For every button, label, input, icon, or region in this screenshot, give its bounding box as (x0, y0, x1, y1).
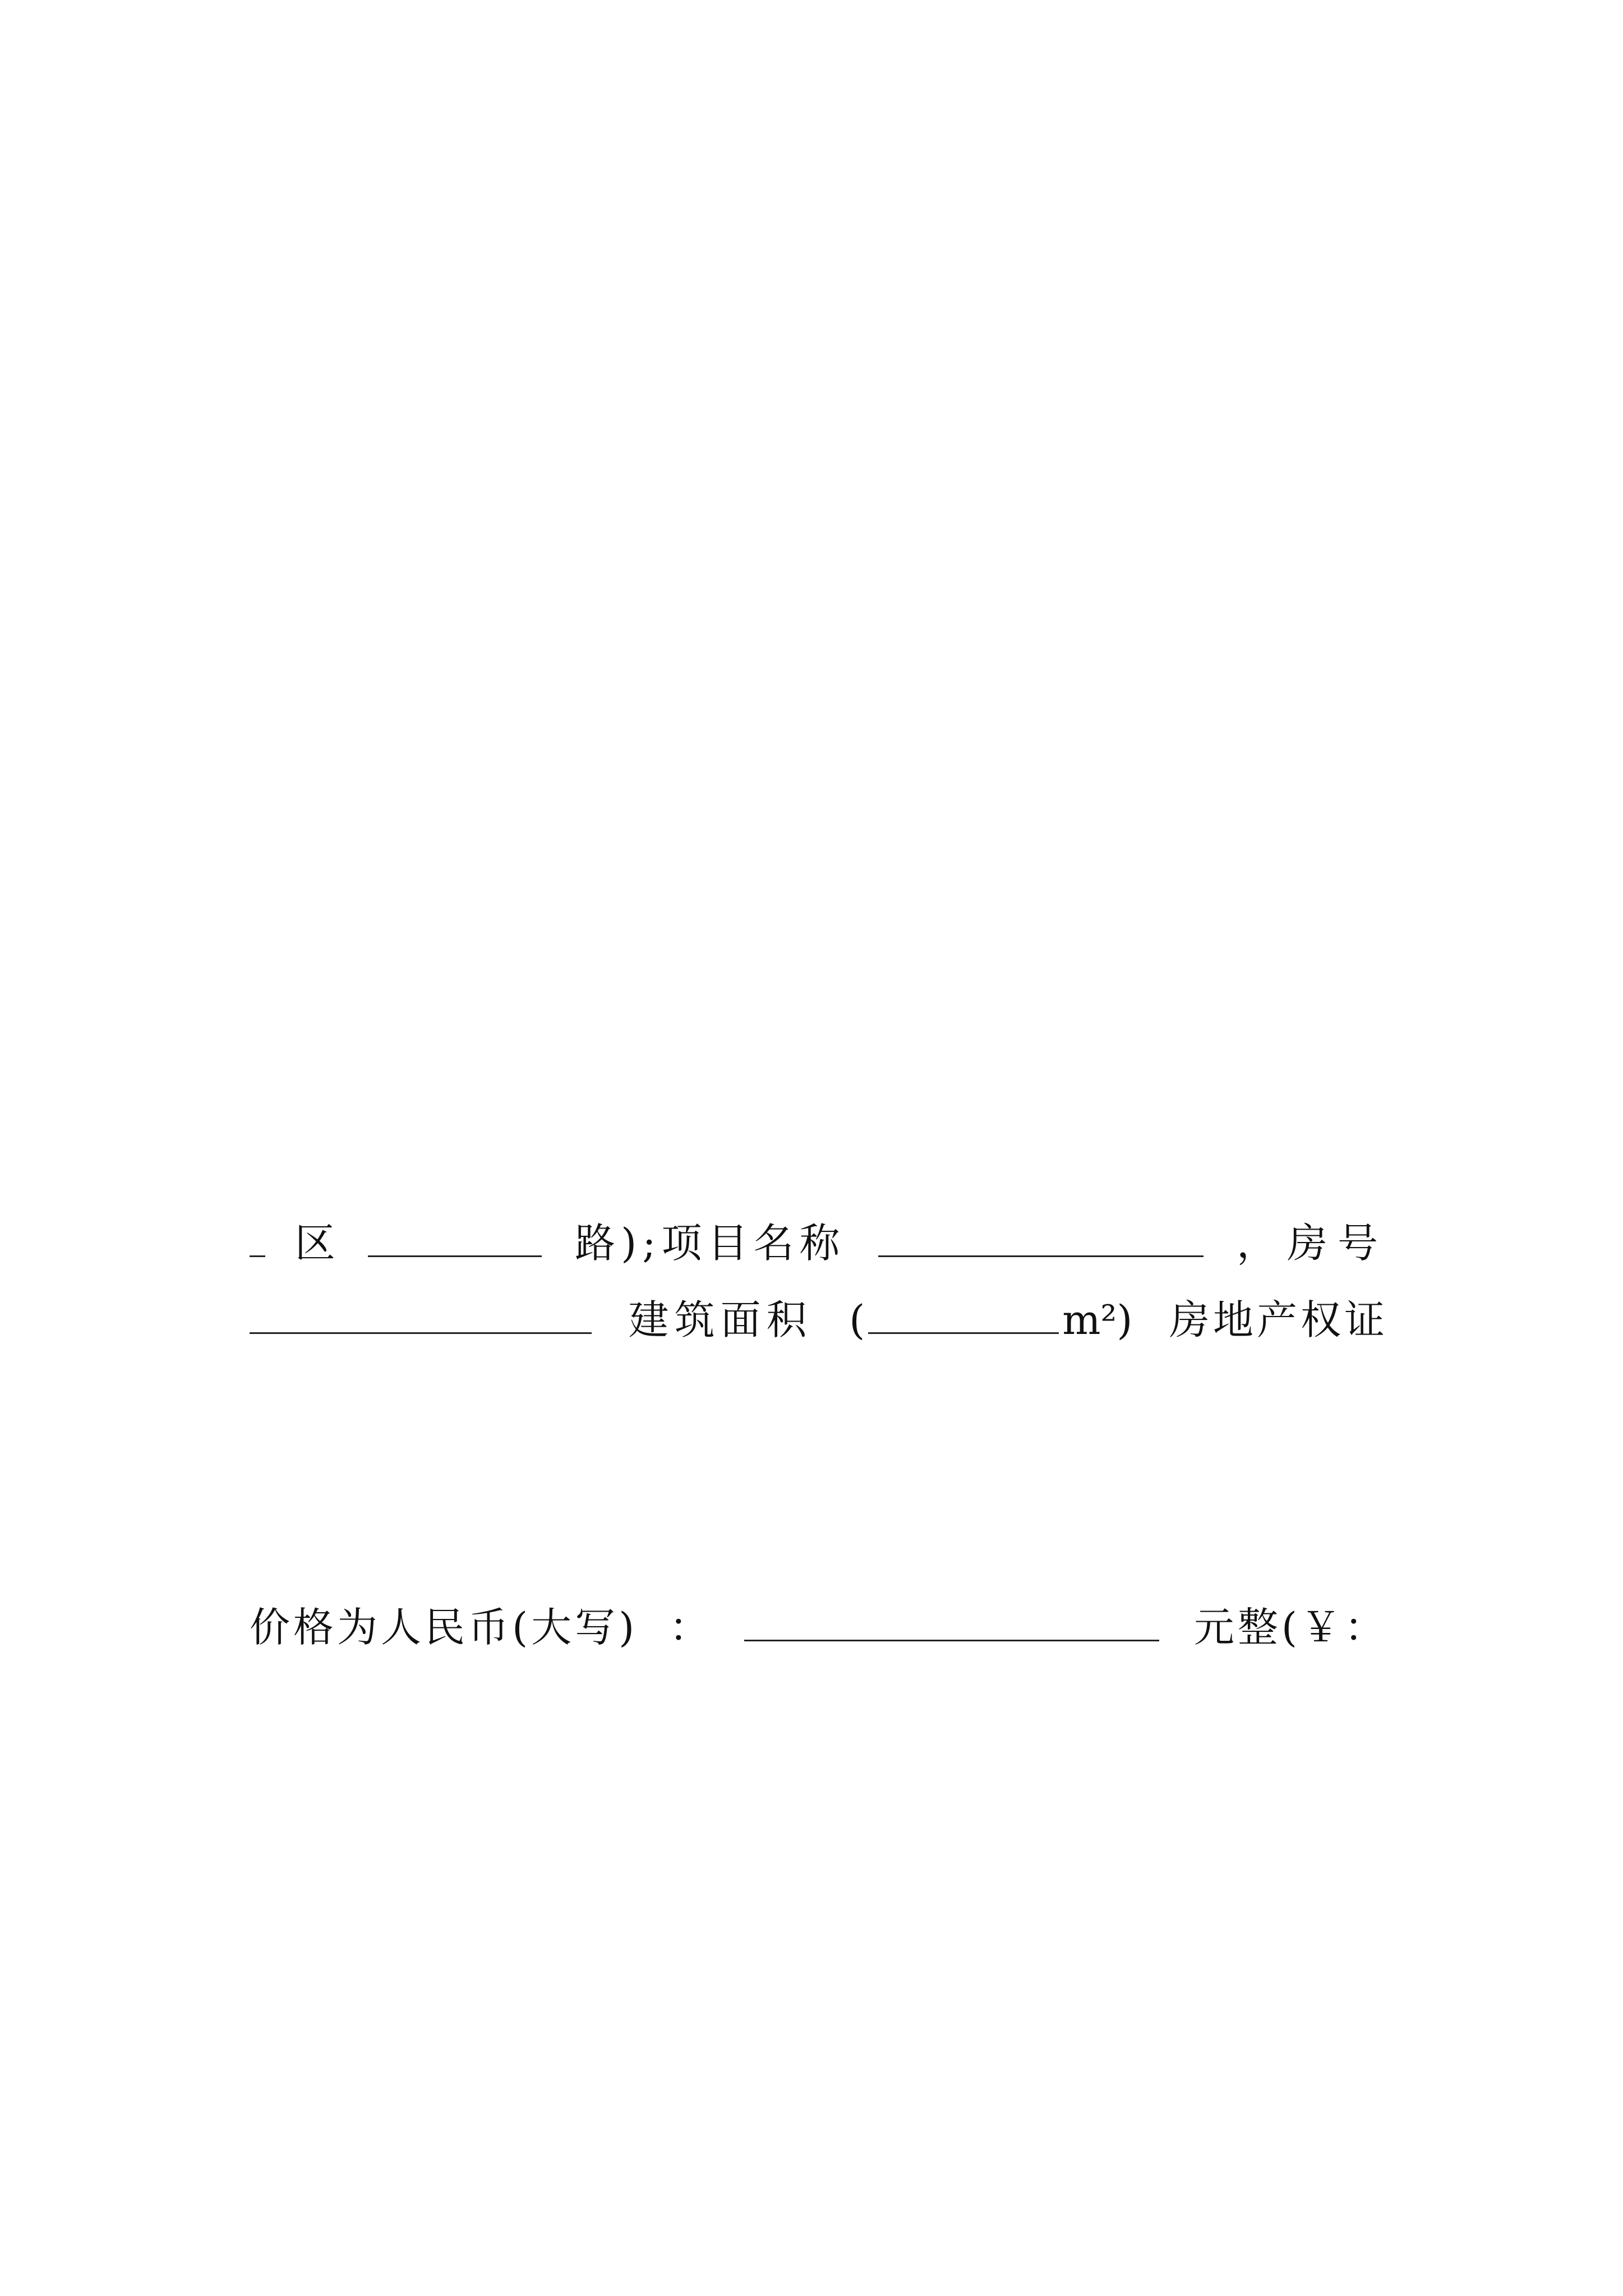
property-intro (338, 1064, 1388, 1115)
price-words-blank (744, 1606, 1159, 1641)
party-b-id-label (338, 526, 1388, 577)
article-1-heading (338, 987, 1388, 1038)
owner-line (338, 1141, 1388, 1191)
doc-title (338, 219, 1388, 269)
preamble-line-1 (338, 680, 1388, 730)
room-number-blank (250, 1299, 592, 1334)
preamble-line-4 (250, 910, 1388, 961)
district-blank (368, 1222, 542, 1257)
settlement-line-1 (338, 1833, 1388, 1883)
cert-number-line (250, 1372, 1388, 1422)
party-b-label (338, 449, 1388, 500)
project-name-blank (878, 1222, 1204, 1257)
area-blank (868, 1299, 1059, 1334)
preamble-line-3 (250, 834, 1388, 884)
article-465-heading (338, 1756, 1388, 1806)
option-1 (338, 1986, 1388, 2037)
article-464-heading (338, 1448, 1388, 1499)
location-blank-cont (250, 1222, 265, 1257)
preamble-line-2 (250, 757, 1388, 807)
price-line-1 (338, 1525, 1388, 1576)
price-figure-line (250, 1679, 1388, 1729)
party-a-label (338, 296, 1388, 346)
district-line: 区 路);项目名称 ，房号 (250, 1218, 1388, 1268)
price-line-2: 价格为人民币(大写) ： 元整(￥： (250, 1604, 1388, 1651)
party-a-id-label (338, 372, 1388, 423)
area-line: 建筑面积 ( m²) 房地产权证 (250, 1295, 1388, 1345)
party-c-label (338, 603, 1388, 654)
settlement-line-2 (250, 1910, 1388, 1960)
